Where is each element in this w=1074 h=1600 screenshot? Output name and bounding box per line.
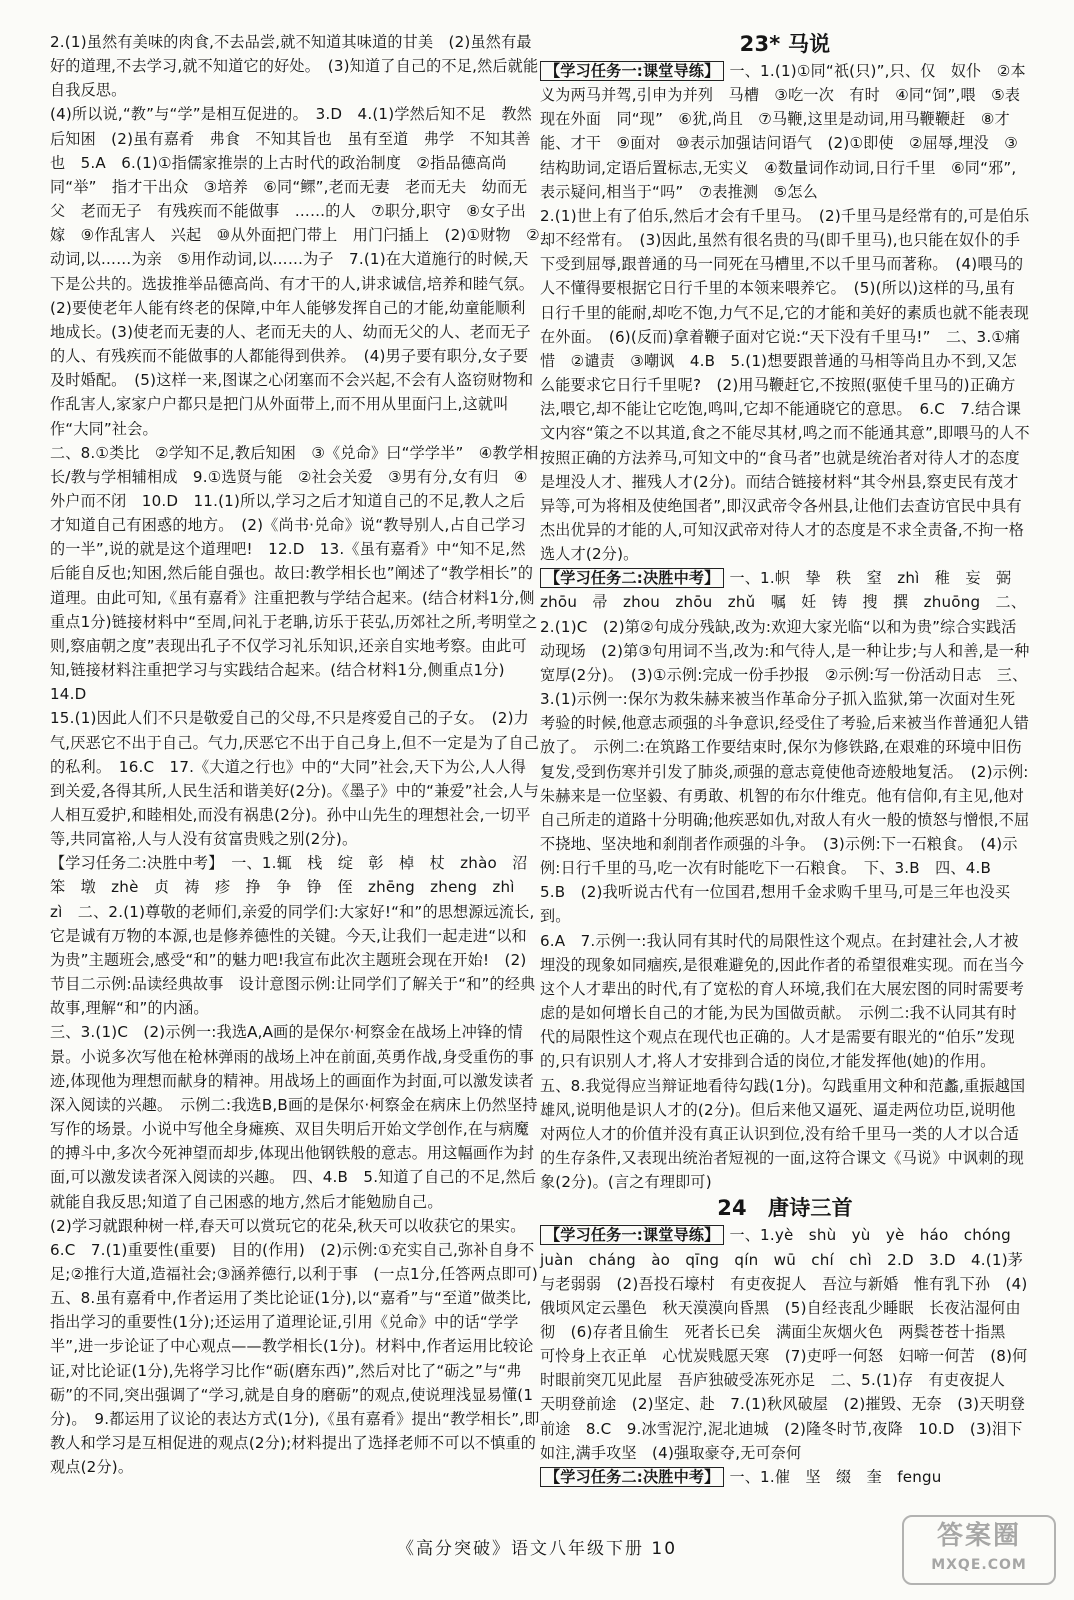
section-23-task-2 — [540, 566, 1030, 928]
section-24-task-2 — [540, 1465, 1030, 1489]
right-paragraph: 一、1.(1)①同“祇(只)”,只、仅 奴仆 ②本义为两马并驾,引申为并列 马槽 ③吃一次 有时 ④同“饲”,喂 ⑤表现在外面 同“现” ⑥犹,尚且 ⑦马鞭,这里是动词,用马鞭鞭赶 ⑧才能、才干 ⑨面对 ⑩表示加强诘问语气 (2)①即使 ②屈辱,埋没 ③结构助词,定语后置标志,无实义 ④数量词作动词,日行千里 ⑥同“邪”,表示疑问,相当于“吗” ⑦表推测 ⑤怎么 — [540, 62, 1026, 201]
right-paragraph: 一、1.yè shù yù yè háo chóng juàn cháng ào qīng qín wū chí chì 2.D 3.D 4.(1)茅与老弱弱 (2)吾投石壕村 有吏夜捉人 吾泣与新婚 惟有乳下孙 (4)俄顷风定云墨色 秋天漠漠向昏黑 (5)自经丧乱少睡眠 长夜沾湿何由彻 (6)存者且偷生 死者长已矣 满面尘灰烟火色 两鬓苍苍十指黑 可怜身上衣正单 心忧炭贱愿天寒 (7)吏呼一何怒 妇啼一何苦 (8)何时眼前突兀见此屋 吾庐独破受冻死亦足 二、5.(1)存 有吏夜捉人 天明登前途 (2)坚定、赴 7.(1)秋风破屋 (2)摧毁、无奈 (3)天明登前途 8.C 9.冰雪泥泞,泥北迪城 (2)隆冬时节,夜降 10.D (3)泪下如注,满手攻坚 (4)强取豪夺,无可奈何 — [540, 1226, 1028, 1462]
task-label: 【学习任务二:决胜中考】 — [540, 568, 724, 588]
left-paragraph: (4)所以说,“教”与“学”是相互促进的。 3.D 4.(1)学然后知不足 教然后知困 (2)虽有嘉肴 弗食 不知其旨也 虽有至道 弗学 不知其善也 5.A 6.(1)①指儒家推崇的上古时代的政治制度 ②指品德高尚 同“举” 指才干出众 ③培养 ⑥同“鳏”,老而无妻 老而无夫 幼而无父 老而无子 有残疾而不能做事 ……的人 ⑦职分,职守 ⑧女子出嫁 ⑨作乱害人 兴起 ⑩从外面把门带上 用门闩插上 (2)①财物 ②动词,以……为亲 ⑤用作动词,以……为子 7.(1)在大道施行的时候,天下是公共的。选拔推举品德高尚、有才干的人,讲求诚信,培养和睦气氛。 (2)要使老年人能有终老的保障,中年人能够发挥自己的才能,幼童能顺利地成长。(3)使老而无妻的人、老而无夫的人、幼而无父的人、老而无子的人、有残疾而不能做事的人都能得到供养。 (4)男子要有职分,女子要及时婚配。 (5)这样一来,图谋之心闭塞而不会兴起,不会有人盗窃财物和作乱害人,家家户户都只是把门从外面带上,而不用从里面闩上,这就叫作“大同”社会。 — [50, 105, 542, 438]
left-paragraph: 2.(1)虽然有美味的肉食,不去品尝,就不知道其味道的甘美 (2)虽然有最好的道理,不去学习,就不知道它的好处。 (3)知道了自己的不足,然后就能自我反思。 — [50, 33, 539, 100]
right-paragraph: 一、1.帜 挚 秩 窒 zhì 稚 妄 弼 zhōu 帚 zhou zhōu zhǔ 嘱 妊 铸 搜 撰 zhuōng 二、2.(1)C (2)第②句成分残缺,改为:欢迎大家光临“以和为贵”综合实践活动现场 (2)第③句用词不当,改为:和气待人,是一种让步;与人和善,是一种宽厚(2分)。 (3)①示例:完成一份手抄报 ②示例:写一份活动日志 三、3.(1)示例一:保尔为救朱赫来被当作革命分子抓入监狱,第一次面对生死考验的时候,他意志顽强的斗争意识,经受住了考验,后来被当作普通犯人错放了。 示例二:在筑路工作要结束时,保尔为修铁路,在艰难的环境中旧伤复发,受到伤寒并引发了肺炎,顽强的意志竟使他奇迹般地复活。 (2)示例:朱赫来是一位坚毅、有勇敢、机智的布尔什维克。他有信仰,有主见,他对自己所走的道路十分明确;他疾恶如仇,对敌人有火一般的愤怒与憎恨,不屈不挠地、坚决地和刹削者作顽强的斗争。 (3)示例:下一石粮食。 (4)示例:日行千里的马,吃一次有时能吃下一石粮食。 下、3.B 四、4.B 5.B (2)我听说古代有一位国君,想用千金求购千里马,可是三年也没买到。 — [540, 569, 1030, 926]
left-paragraph: 五、8.虽有嘉肴中,作者运用了类比论证(1分),以“嘉肴”与“至道”做类比,指出学习的重要性(1分);还运用了道理论证,引用《兑命》中的话“学学半”,进一步论证了中心观点——教学相长(1分)。材料中,作者运用比较论证,对比论证(1分),先将学习比作“砺(磨东西)”,然后对比了“砺之”与“弗砺”的不同,突出强调了“学习,就是自身的磨砺”的观点,使说理浅显易懂(1分)。 9.都运用了议论的表达方式(1分),《虽有嘉肴》提出“教学相长”,即教人和学习是互相促进的观点(2分);材料提出了选择老师不可以不慎重的观点(2分)。 — [50, 1289, 540, 1477]
right-column — [540, 30, 1030, 1489]
task-label: 【学习任务二:决胜中考】 — [540, 1467, 724, 1487]
right-paragraph: 6.A 7.示例一:我认同有其时代的局限性这个观点。在封建社会,人才被埋没的现象如同痼疾,是很难避免的,因此作者的希望很难实现。而在当今这个人才辈出的时代,有了宽松的育人环境,我们在大展宏图的同时需要考虑的是如何增长自己的才能,为民为国做贡献。 示例二:我不认同其有时代的局限性这个观点在现代也正确的。人才是需要有眼光的“伯乐”发现的,只有识别人才,将人才安排到合适的岗位,才能发挥他(她)的作用。 五、8.我觉得应当辩证地看待勾践(1分)。勾践重用文种和范蠡,重振越国雄风,说明他是识人才的(2分)。但后来他又逼死、逼走两位功臣,说明他对两位人才的价值并没有真正认识到位,没有给千里马一类的人才以合适的生存条件,又表现出统治者短视的一面,这符合课文《马说》中讽刺的现象(2分)。(言之有理即可) — [540, 931, 1026, 1192]
section-24-title: 24 唐诗三首 — [717, 1196, 853, 1221]
left-paragraph: 【学习任务二:决胜中考】 一、1.辄 栈 绽 彰 棹 杖 zhào 沼 笨 墩 zhè 贞 祷 疹 挣 争 铮 侄 zhēng zheng zhì zì 二、2.(1)尊敬的老师们,亲爱的同学们:大家好!“和”的思想源远流长,它是诚有万物的本源,也是修养德性的关键。今天,让我们一起走进“以和为贵”主题班会,感受“和”的魅力吧!我宣布此次主题班会现在开始! (2)节目二示例:品读经典故事 设计意图示例:让同学们了解关于“和”的经典故事,理解“和”的内涵。 — [50, 854, 543, 1018]
watermark-text: 答案圈 — [936, 1521, 1021, 1551]
left-paragraph: 三、3.(1)C (2)示例一:我选A,A画的是保尔·柯察金在战场上冲锋的情景。小说多次写他在枪林弹雨的战场上冲在前面,英勇作战,身受重伤的事迹,体现他为理想而献身的精神。用战场上的画面作为封面,可以激发读者深入阅读的兴趣。 示例二:我选B,B画的是保尔·柯察金在病床上仍然坚持写作的场景。小说中写他全身瘫痪、双目失明后开始文学创作,在与病魔的搏斗中,多次今死神望而却步,体现出他钢铁般的意志。用这幅画作为封面,可以激发读者深入阅读的兴趣。 四、4.B 5.知道了自己的不足,然后就能自我反思;知道了自己困惑的地方,然后才能勉励自己。 — [50, 1023, 538, 1211]
task-label: 【学习任务一:课堂导练】 — [540, 1225, 724, 1245]
section-24-task-1 — [540, 1223, 1030, 1465]
left-paragraph: 二、8.①类比 ②学知不足,教后知困 ③《兑命》曰“学学半” ④教学相长/教与学相辅相成 9.①选贤与能 ②社会关爱 ③男有分,女有归 ④外户而不闭 10.D 11.(1)所以,学习之后才知道自己的不足,教人之后才知道自己有困惑的地方。 (2)《尚书·兑命》说“教导别人,占自己学习的一半”,说的就是这个道理吧! 12.D 13.《虽有嘉肴》中“知不足,然后能自反也;知困,然后能自强也。故曰:教学相长也”阐述了“教学相长”的道理。由此可知,《虽有嘉肴》注重把教与学结合起来。(结合材料1分,侧重点1分)链接材料中“至周,问礼于老聃,访乐于苌弘,历郊社之所,考明堂之则,察庙朝之度”表现出孔子不仅学习礼乐知识,还亲自实地考察。由此可知,链接材料注重把学习与实践结合起来。(结合材料1分,侧重点1分) 14.D — [50, 443, 539, 704]
left-paragraph: (2)学习就跟种树一样,春天可以赏玩它的花朵,秋天可以收获它的果实。 6.C 7.(1)重要性(重要) 目的(作用) (2)示例:①充实自己,弥补自身不足;②推行大道,造福社会;③涵养德行,以利于事 (一点1分,任答两点即可) — [50, 1216, 538, 1283]
left-paragraph: 15.(1)因此人们不只是敬爱自己的父母,不只是疼爱自己的子女。 (2)力气,厌恶它不出于自己。气力,厌恶它不出于自己身上,但不一定是为了自己的私利。 16.C 17.《大道之行也》中的“大同”社会,天下为公,人人得到关爱,各得其所,人民生活和谐美好(2分)。《墨子》中的“兼爱”社会,人与人相互爱护,和睦相处,而没有祸患(2分)。孙中山先生的理想社会,一切平等,共同富裕,人与人没有贫富贵贱之别(2分)。 — [50, 709, 540, 849]
right-paragraph: 2.(1)世上有了伯乐,然后才会有千里马。 (2)千里马是经常有的,可是伯乐却不经常有。 (3)因此,虽然有很名贵的马(即千里马),也只能在奴仆的手下受到屈辱,跟普通的马一同死在马槽里,不以千里马而著称。 (4)喂马的人不懂得要根据它日行千里的本领来喂养它。 (5)(所以)这样的马,虽有日行千里的能耐,却吃不饱,力气不足,它的才能和美好的素质也就不能表现在外面。 (6)(反而)拿着鞭子面对它说:“天下没有千里马!” 二、3.①痛惜 ②谴责 ③嘲讽 4.B 5.(1)想要跟普通的马相等尚且办不到,又怎么能要求它日行千里呢? (2)用马鞭赶它,不按照(驱使千里马的)正确方法,喂它,却不能让它吃饱,鸣叫,它却不能通晓它的意思。 6.C 7.结合课文内容“策之不以其道,食之不能尽其材,鸣之而不能通其意”,即喂马的人不按照正确的方法养马,可知文中的“食马者”也就是统治者对待人才的态度是埋没人才、摧残人才(2分)。而结合链接材料“其令州县,察吏民有茂才异等,可为将相及使绝国者”,即汉武帝令各州县,让他们去查访官民中具有杰出优异的才能的人,可知汉武帝对待人才的态度是不求全责备,不拘一格选人才(2分)。 — [540, 206, 1030, 564]
right-paragraph: 一、1.催 坚 缀 奎 fengu — [729, 1467, 942, 1486]
watermark-url: MXQE.COM — [931, 1557, 1027, 1573]
section-23-title: 23* 马说 — [739, 32, 831, 56]
section-23-task-1 — [540, 59, 1030, 204]
watermark-logo — [902, 1515, 1056, 1585]
left-column — [50, 30, 543, 1479]
task-label: 【学习任务一:课堂导练】 — [540, 61, 724, 81]
page-footer: 《高分突破》语文八年级下册 10 — [396, 1539, 678, 1559]
